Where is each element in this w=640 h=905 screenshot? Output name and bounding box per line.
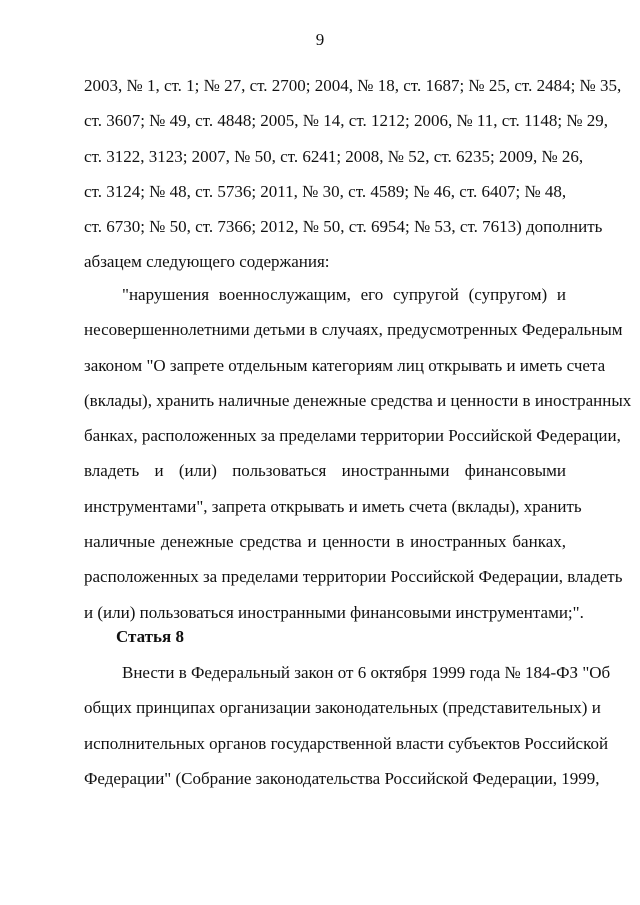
- text-line: владеть и (или) пользоваться иностранными финансовыми: [84, 461, 566, 481]
- text-line: абзацем следующего содержания:: [84, 252, 330, 272]
- paragraph-amendment-sources: [84, 68, 622, 280]
- paragraph-quoted-amendment: [84, 277, 632, 630]
- text-line: ст. 3607; № 49, ст. 4848; 2005, № 14, ст. 1212; 2006, № 11, ст. 1148; № 29,: [84, 111, 609, 131]
- text-line: ст. 6730; № 50, ст. 7366; 2012, № 50, ст. 6954; № 53, ст. 7613) дополнить: [84, 217, 603, 237]
- text-line: ст. 3124; № 48, ст. 5736; 2011, № 30, ст. 4589; № 46, ст. 6407; № 48,: [84, 181, 567, 201]
- text-line: "нарушения военнослужащим, его супругой (супругом) и: [122, 285, 566, 304]
- text-line: Федерации" (Собрание законодательства Российской Федерации, 1999,: [84, 768, 600, 788]
- text-line: и (или) пользоваться иностранными финансовыми инструментами;".: [84, 602, 584, 622]
- article-heading: Статья 8: [116, 627, 184, 646]
- text-line: наличные денежные средства и ценности в иностранных банках,: [84, 532, 566, 552]
- text-line: исполнительных органов государственной власти субъектов Российской: [84, 733, 609, 753]
- text-line: расположенных за пределами территории Российской Федерации, владеть: [84, 567, 623, 587]
- text-line: банках, расположенных за пределами территории Российской Федерации,: [84, 426, 621, 446]
- text-line: законом "О запрете отдельным категориям лиц открывать и иметь счета: [84, 355, 606, 375]
- text-line: несовершеннолетними детьми в случаях, предусмотренных Федеральным: [84, 320, 623, 340]
- text-line: 2003, № 1, ст. 1; № 27, ст. 2700; 2004, № 18, ст. 1687; № 25, ст. 2484; № 35,: [84, 76, 622, 95]
- paragraph-article-8: [84, 655, 611, 796]
- text-line: общих принципах организации законодательных (представительных) и: [84, 698, 601, 718]
- text-line: Внести в Федеральный закон от 6 октября 1999 года № 184-ФЗ "Об: [122, 663, 611, 682]
- page-number: 9: [315, 30, 325, 49]
- text-line: (вклады), хранить наличные денежные средства и ценности в иностранных: [84, 390, 632, 410]
- text-line: инструментами", запрета открывать и иметь счета (вклады), хранить: [84, 496, 582, 516]
- text-line: ст. 3122, 3123; 2007, № 50, ст. 6241; 2008, № 52, ст. 6235; 2009, № 26,: [84, 146, 584, 166]
